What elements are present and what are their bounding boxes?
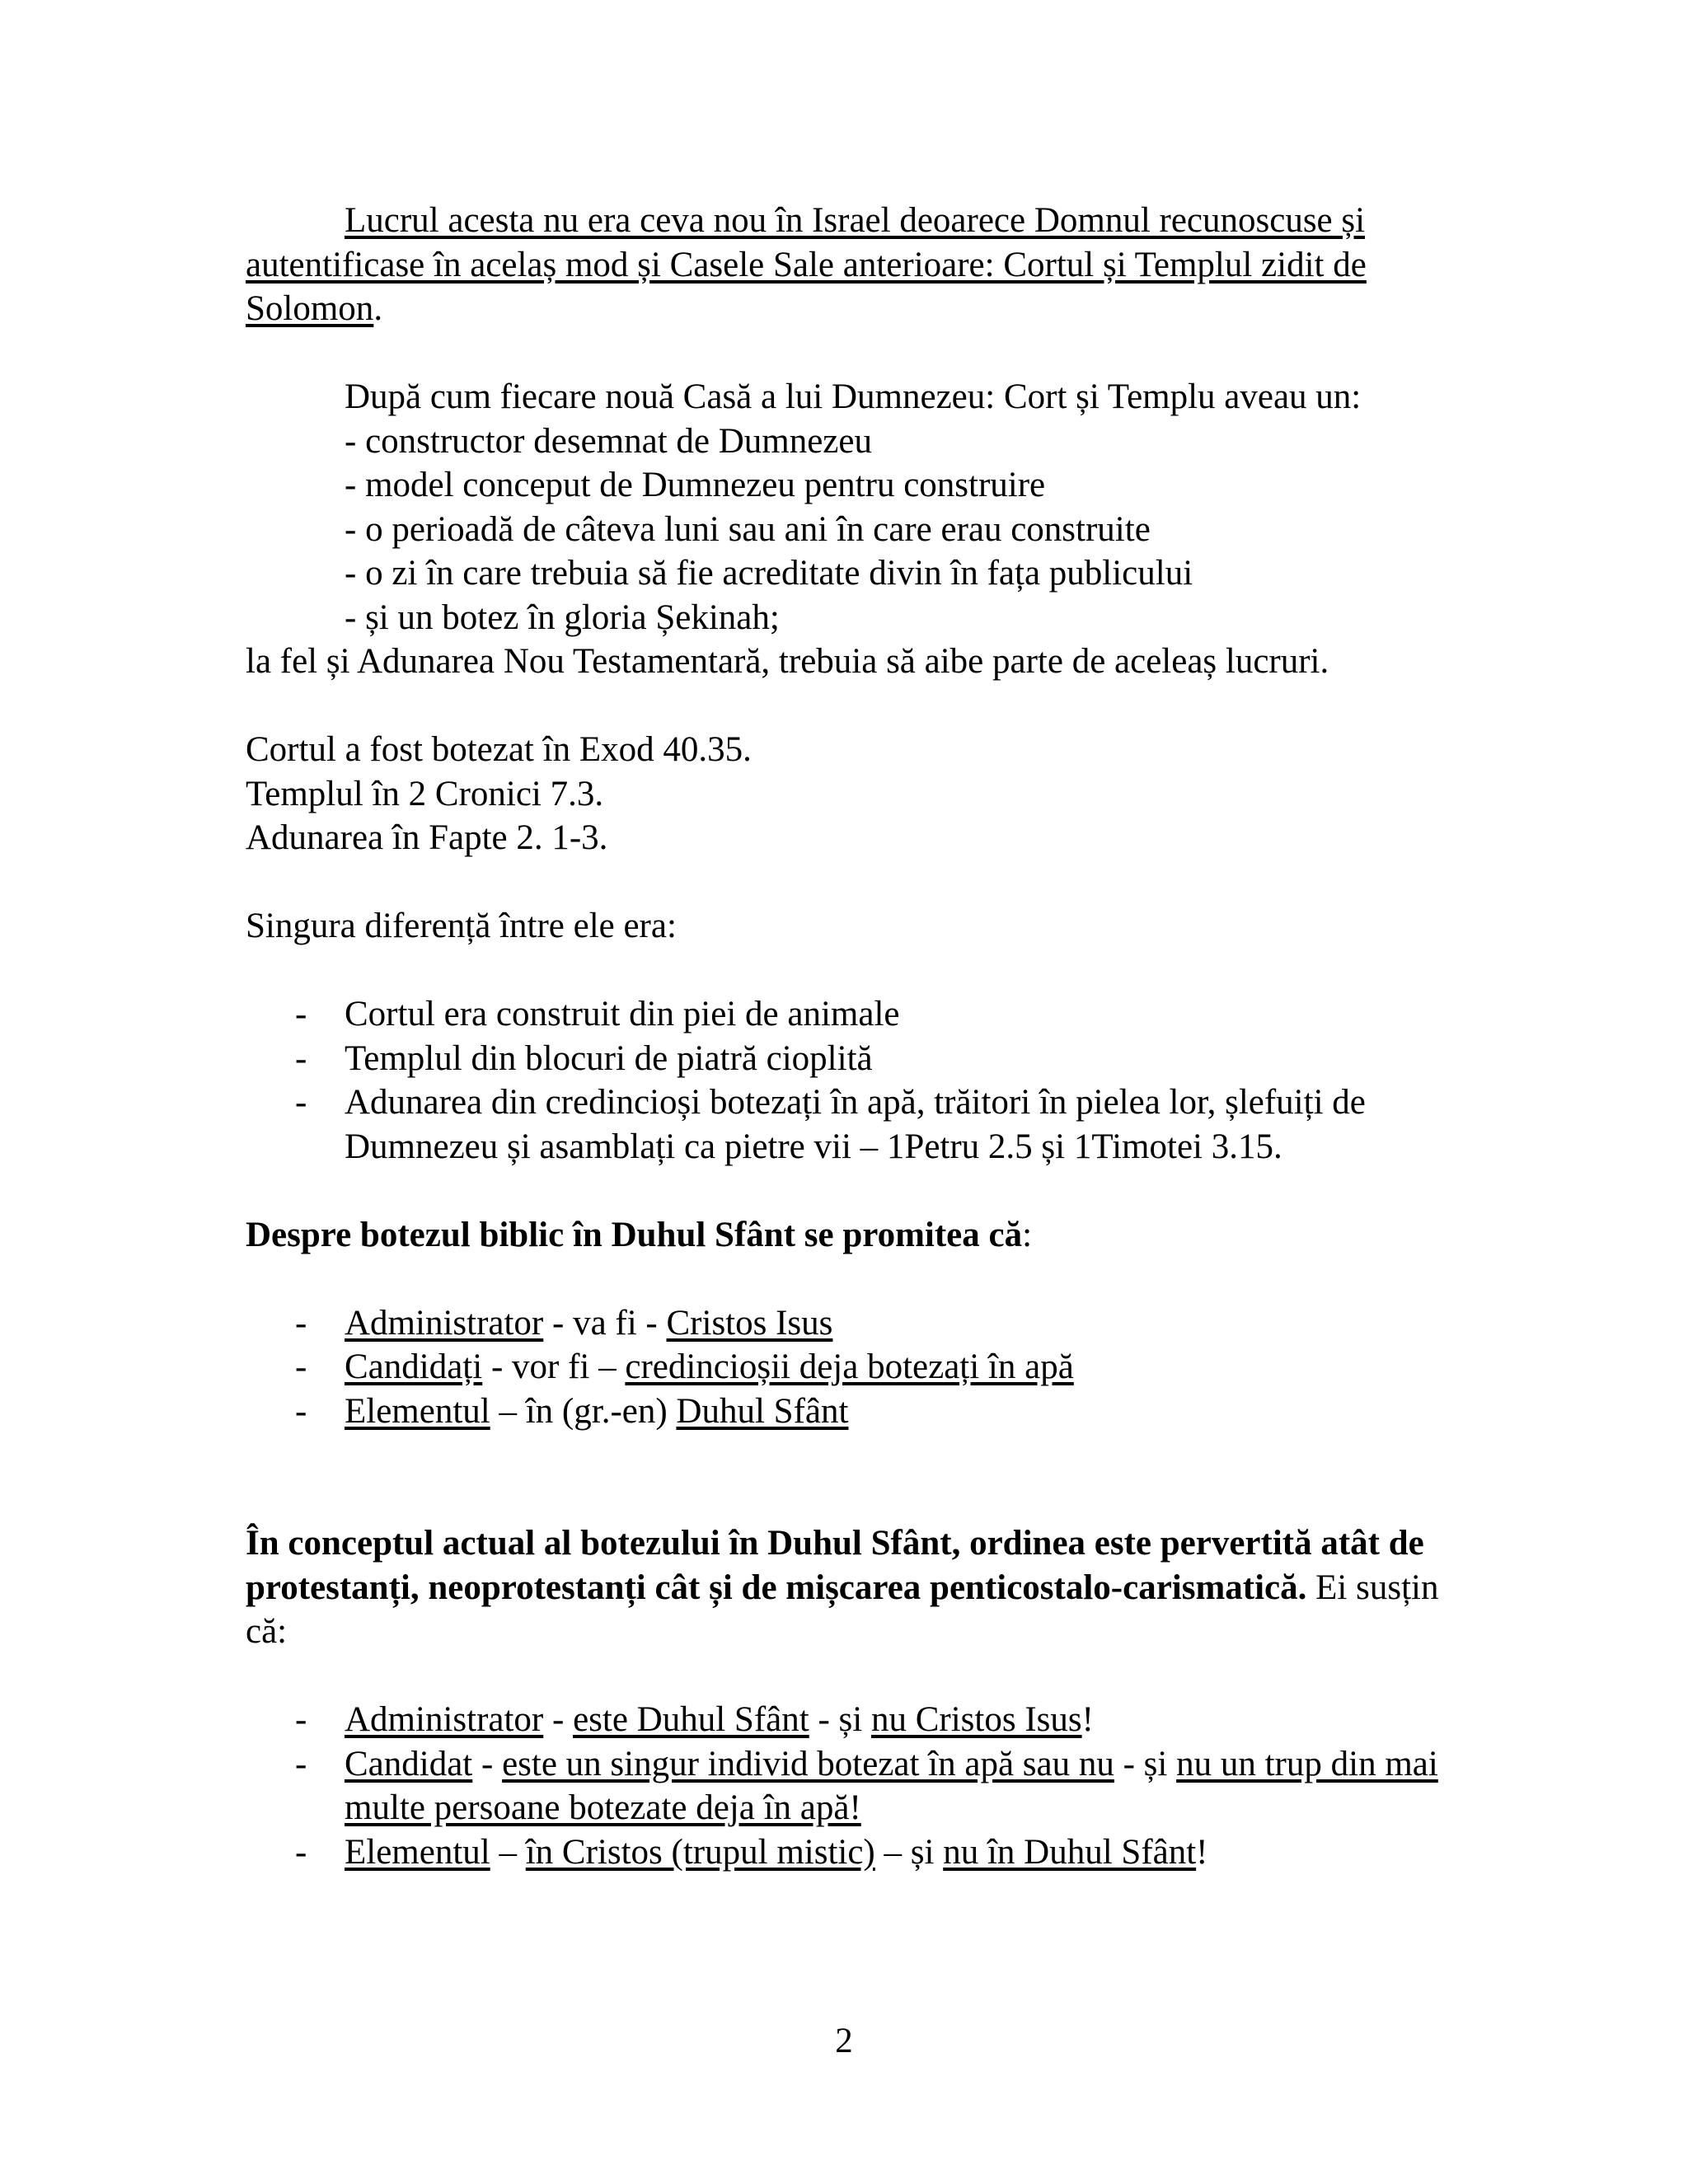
paragraph-house-intro: După cum fiecare nouă Casă a lui Dumnezeu: Cort și Templu aveau un: [345,377,1362,416]
list-item: - model conceput de Dumnezeu pentru construire [345,466,1046,504]
reference-line: Cortul a fost botezat în Exod 40.35. [246,730,752,769]
list-item: - Candidat - este un singur individ botezat în apă sau nu - și nu un trup din mai multe persoane botezate deja în apă! [246,1742,1449,1830]
reference-line: Templul în 2 Cronici 7.3. [246,774,604,813]
current-concept-heading: În conceptul actual al botezului în Duhul Sfânt, ordinea este pervertită atât de protestanți, neoprotestanți cât și de mișcarea penticostalo-carismatică. Ei susțin că: [246,1524,1439,1651]
biblical-heading: Despre botezul biblic în Duhul Sfânt se promitea că: [246,1215,1033,1254]
list-item: - și un botez în gloria Șekinah; [345,598,780,637]
list-item: - Candidați - vor fi – credincioșii deja botezați în apă [246,1345,1449,1390]
paragraph-intro: Lucrul acesta nu era ceva nou în Israel deoarece Domnul recunoscuse și autentificase în acelaș mod și Casele Sale anterioare: Cortul și Templul zidit de Solomon. [246,201,1367,328]
list-item: - o perioadă de câteva luni sau ani în care erau construite [345,509,1151,549]
list-item: - Administrator - va fi - Cristos Isus [246,1301,1449,1346]
underlined-text: Lucrul acesta nu era ceva nou în Israel deoarece Domnul recunoscuse și autentificase în acelaș mod și Casele Sale anterioare: Cortul și Templul zidit de Solomon [246,201,1367,328]
list-item: - o zi în care trebuia să fie acreditate divin în fața publicului [345,554,1193,593]
list-item: - Elementul – în (gr.-en) Duhul Sfânt [246,1390,1449,1434]
page-number: 2 [835,2022,853,2060]
list-item: - Cortul era construit din piei de animale [246,992,1449,1037]
biblical-list [246,1301,1449,1434]
list-item: - Adunarea din credincioși botezați în apă, trăitori în pielea lor, șlefuiți de Dumnezeu și asamblați ca pietre vii – 1Petru 2.5 și 1Timotei 3.15. [246,1080,1449,1169]
list-item: - Administrator - este Duhul Sfânt - și nu Cristos Isus! [246,1698,1449,1742]
paragraph-house-outro: la fel și Adunarea Nou Testamentară, trebuia să aibe parte de aceleaș lucruri. [246,642,1329,681]
difference-intro: Singura diferență între ele era: [246,907,677,945]
list-item: - Elementul – în Cristos (trupul mistic) – și nu în Duhul Sfânt! [246,1830,1449,1875]
list-item: - Templul din blocuri de piatră cioplită [246,1037,1449,1081]
list-item: - constructor desemnat de Dumnezeu [345,421,872,461]
reference-line: Adunarea în Fapte 2. 1-3. [246,818,608,857]
page-content [246,199,1449,1874]
difference-list [246,992,1449,1169]
current-concept-list [246,1698,1449,1874]
